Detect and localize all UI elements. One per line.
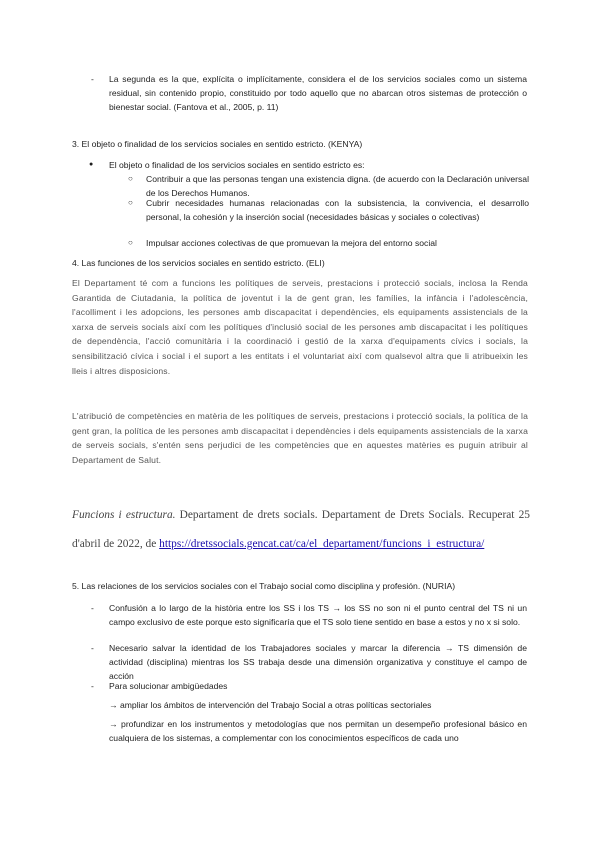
sub-item-needs: Cubrir necesidades humanas relacionadas con la subsistencia, la convivencia, el desarrollo personal, la cohesión y la inserción social (necesidades básicas y sociales o colectivas) — [146, 198, 529, 222]
bullet-circle: ○ — [128, 174, 133, 183]
citation — [72, 501, 530, 559]
list-item-confusion: Confusión a lo largo de la història entre los SS i los TS → los SS no son ni el punto central del TS ni un campo exclusivo de este porque esto significaría que el TS solo tiene sentido en base a estos y no x si solo. — [109, 603, 527, 627]
paragraph-competences: L'atribució de competències en matèria de les polítiques de serveis, prestacions i protecció socials, la política de la gent gran, la política de les persones amb discapacitat i dependències i dels equipaments assistencials de la xarxa de serveis socials, s'entén sens perjudici de les competències que en aquestes matèries es puguin atribuir al Departament de Salut. — [72, 411, 528, 465]
heading-section-4: 4. Las funciones de los servicios sociales en sentido estricto. (ELI) — [72, 258, 325, 268]
heading-section-5: 5. Las relaciones de los servicios sociales con el Trabajo social como disciplina y profesión. (NURIA) — [72, 581, 456, 591]
bullet-dash: - — [91, 603, 94, 613]
bullet-dot: ● — [89, 161, 94, 168]
citation-text: Departament de drets socials. Departament de Drets Socials. Recuperat 25 d'abril de 2022, de — [72, 509, 530, 550]
bullet-dash: - — [91, 681, 94, 691]
arrow-item-expand: → ampliar los ámbitos de intervención del Trabajo Social a otras políticas sectoriales — [109, 700, 432, 710]
sub-item-dignity: Contribuir a que las personas tengan una existencia digna. (de acuerdo con la Declaración universal de los Derechos Humanos. — [146, 174, 529, 198]
bullet-dash: - — [91, 643, 94, 653]
list-item-objective: El objeto o finalidad de los servicios sociales en sentido estricto es: — [109, 160, 365, 170]
paragraph-department-functions: El Departament té com a funcions les polítiques de serveis, prestacions i protecció socials, inclosa la Renda Garantida de Ciutadania, la política de joventut i la de gent gran, les famílies, la infància i l'adolescència, l'acolliment i les adopcions, les persones amb discapacitat i dependències, els equipaments assistencials de la xarxa de serveis socials així com les polítiques d'inclusió social de les persones amb discapacitat i les polítiques de dependència, l'acció comunitària i la coordinació i gestió de la xarxa d'equipaments cívics i socials, la sensibilització cívica i social i el suport a les entitats i el voluntariat així com qualsevol altra que li atribueixin les lleis i altres disposicions. — [72, 278, 528, 376]
citation-title: Funcions i estructura. — [72, 509, 176, 521]
arrow-item-deepen: → profundizar en los instrumentos y metodologías que nos permitan un desempeño profesional básico en cualquiera de los sistemas, a complementar con los conocimientos específicos de cada uno — [109, 719, 527, 743]
paragraph-residual-system: La segunda es la que, explícita o implícitamente, considera el de los servicios sociales como un sistema residual, sin contenido propio, constituido por todo aquello que no abarcan otros sistemas de protección o bienestar social. (Fantova et al., 2005, p. 11) — [109, 74, 527, 112]
list-item-ambiguities: Para solucionar ambigüedades — [109, 681, 228, 691]
heading-section-3: 3. El objeto o finalidad de los servicios sociales en sentido estricto. (KENYA) — [72, 139, 363, 149]
bullet-circle: ○ — [128, 238, 133, 247]
list-item-identity: Necesario salvar la identidad de los Trabajadores sociales y marcar la diferencia → TS dimensión de actividad (disciplina) mientras los SS trabaja desde una dimensión organizativa y constituye el campo de acción — [109, 643, 527, 681]
citation-link[interactable]: https://dretssocials.gencat.cat/ca/el_departament/funcions_i_estructura/ — [159, 538, 485, 550]
sub-item-collective-actions: Impulsar acciones colectivas de que promuevan la mejora del entorno social — [146, 238, 437, 248]
bullet-dash: - — [91, 74, 94, 84]
bullet-circle: ○ — [128, 198, 133, 207]
